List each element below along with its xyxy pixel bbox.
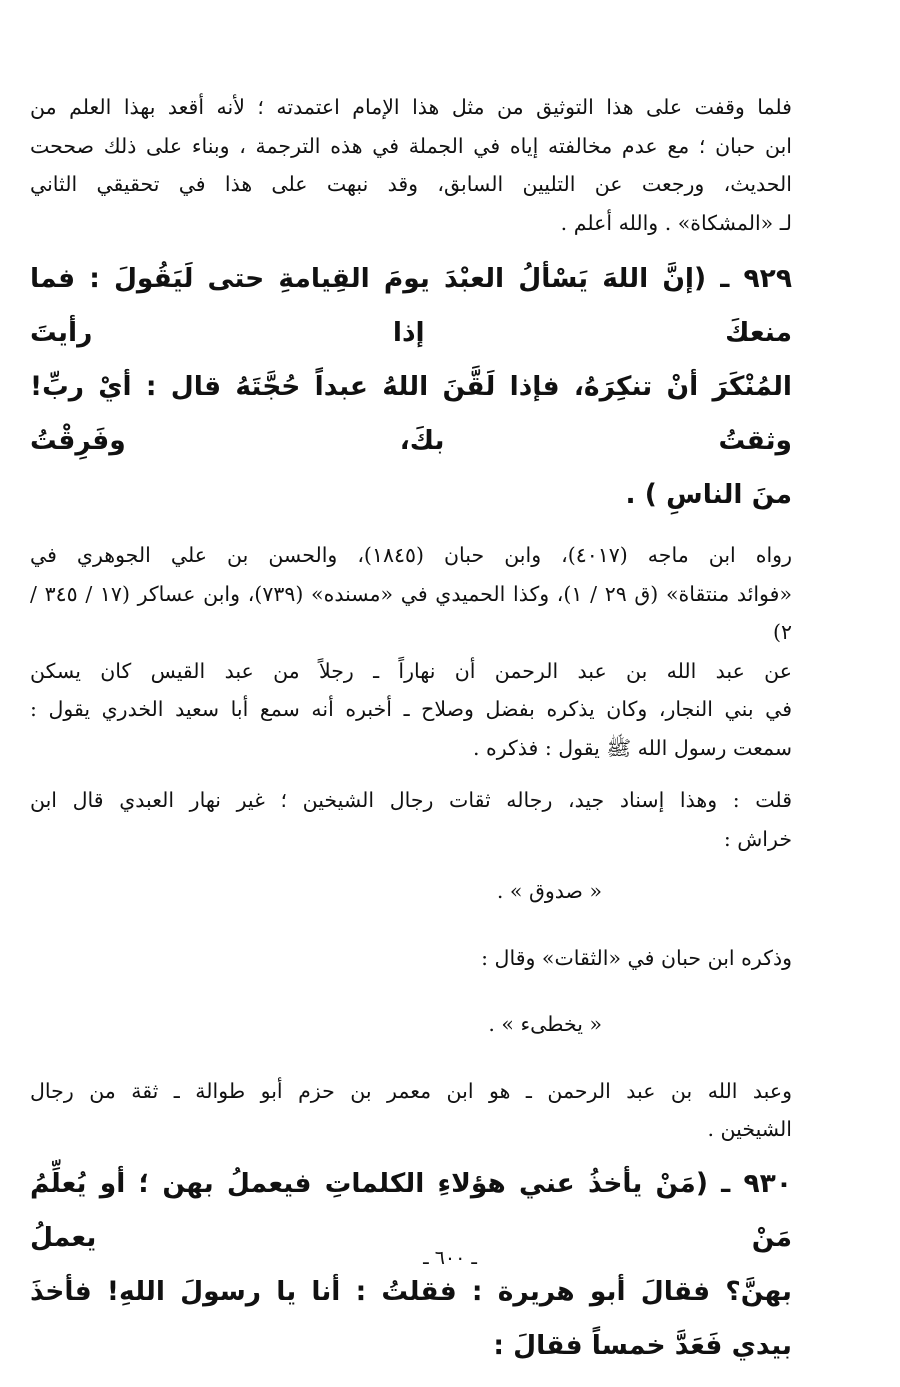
text-line: عن عبد الله بن عبد الرحمن أن نهاراً ـ رجلاً من عبد القيس كان يسكن bbox=[30, 658, 792, 683]
text-line: رواه ابن ماجه (٤٠١٧)، وابن حبان (١٨٤٥)، والحسن بن علي الجوهري في bbox=[30, 543, 792, 567]
text-line: لـ «المشكاة» . والله أعلم . bbox=[560, 210, 792, 235]
text-line: خراش : bbox=[723, 826, 792, 851]
page-body bbox=[30, 88, 792, 1387]
paragraph-takhrij bbox=[30, 536, 792, 767]
hadith-line: ٩٢٩ ـ (إنَّ اللهَ يَسْألُ العبْدَ يومَ القِيامةِ حتى لَيَقُولَ : فما منعكَ إذا رأيتَ bbox=[30, 263, 792, 348]
text-line: قلت : وهذا إسناد جيد، رجاله ثقات رجال الشيخين ؛ غير نهار العبدي قال ابن bbox=[30, 788, 792, 812]
paragraph-thiqat: وذكره ابن حبان في «الثقات» وقال : bbox=[481, 945, 792, 970]
text-line: «فوائد منتقاة» (ق ٢٩ / ١)، وكذا الحميدي في «مسنده» (٧٣٩)، وابن عساكر (١٧ / ٣٤٥ / ٢) bbox=[30, 581, 792, 644]
hadith-line: المُنْكَرَ أنْ تنكِرَهُ، فإذا لَقَّنَ اللهُ عبداً حُجَّتَهُ قال : أيْ ربِّ! وثقتُ بكَ، وفَرِقْتُ bbox=[30, 371, 792, 456]
text-line: وعبد الله بن عبد الرحمن ـ هو ابن معمر بن حزم أبو طوالة ـ ثقة من رجال bbox=[30, 1078, 792, 1103]
hadith-line: بهنَّ؟ فقالَ أبو هريرة : فقلتُ : أنا يا رسولَ اللهِ! فأخذَ بيدي فَعَدَّ خمساً فقالَ : bbox=[30, 1275, 792, 1361]
text-line: فلما وقفت على هذا التوثيق من مثل هذا الإمام اعتمدته ؛ لأنه أقعد بهذا العلم من bbox=[30, 95, 792, 119]
text-line: الشيخين . bbox=[707, 1117, 792, 1141]
text-line: ابن حبان ؛ مع عدم مخالفته إياه في الجملة في هذه الترجمة ، وبناء على ذلك صححت bbox=[30, 133, 792, 158]
page-number: ـ ٦٠٠ ـ bbox=[423, 1247, 477, 1269]
hadith-929 bbox=[30, 252, 792, 522]
quote-yukhti: « يخطىء » . bbox=[488, 1012, 602, 1036]
text-line: في بني النجار، وكان يذكره بفضل وصلاح ـ أخبره أنه سمع أبا سعيد الخدري يقول : bbox=[30, 697, 792, 721]
hadith-line: منَ الناسِ ) . bbox=[625, 479, 792, 510]
paragraph-tawthiq bbox=[30, 88, 792, 242]
quote-saduq: « صدوق » . bbox=[496, 879, 602, 903]
text-line: الحديث، ورجعت عن التليين السابق، وقد نبهت على هذا في تحقيقي الثاني bbox=[30, 172, 792, 196]
text-line: سمعت رسول الله ﷺ يقول : فذكره . bbox=[472, 735, 792, 760]
hadith-line: ٩٣٠ ـ (مَنْ يأخذُ عني هؤلاءِ الكلماتِ فيعملُ بهن ؛ أو يُعلِّمُ مَنْ يعملُ bbox=[30, 1167, 792, 1253]
paragraph-isnad bbox=[30, 781, 792, 858]
paragraph-abdullah bbox=[30, 1072, 792, 1149]
